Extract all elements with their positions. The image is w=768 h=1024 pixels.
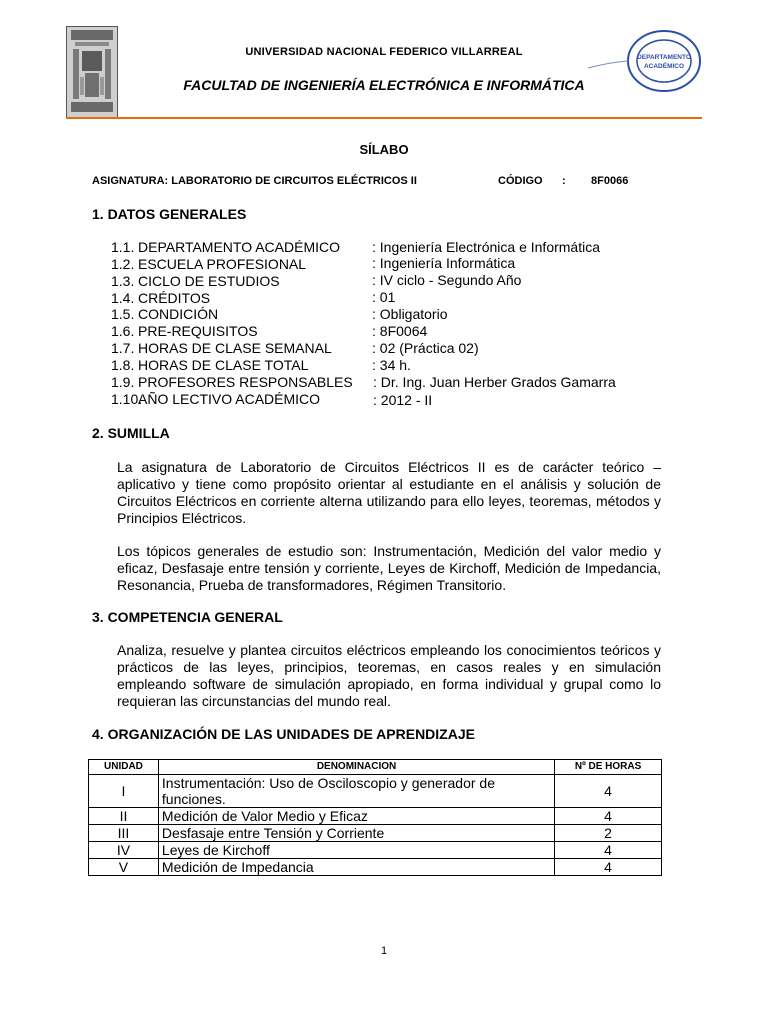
section-heading-datos-generales: 1. DATOS GENERALES — [92, 206, 247, 222]
item-label: CRÉDITOS — [138, 290, 211, 306]
item-number: 1.9. — [111, 374, 135, 390]
cell-horas: 4 — [555, 842, 662, 859]
faculty-name: FACULTAD DE INGENIERÍA ELECTRÓNICA E INFORMÁTICA — [183, 77, 585, 93]
university-name: UNIVERSIDAD NACIONAL FEDERICO VILLARREAL — [245, 46, 523, 58]
list-item — [111, 273, 280, 289]
cell-unidad: IV — [89, 842, 159, 859]
document-title: SÍLABO — [359, 142, 409, 157]
cell-unidad: III — [89, 825, 159, 842]
table-row — [89, 825, 662, 842]
table-header-row — [89, 760, 662, 775]
list-item — [111, 340, 332, 356]
list-item — [111, 323, 258, 339]
item-value: : Ingeniería Informática — [372, 255, 516, 271]
item-number: 1.4. — [111, 290, 135, 306]
list-item — [111, 374, 353, 390]
item-label: ESCUELA PROFESIONAL — [138, 256, 307, 272]
item-value: : Obligatorio — [372, 306, 448, 322]
cell-unidad: II — [89, 808, 159, 825]
item-value: : Dr. Ing. Juan Herber Grados Gamarra — [373, 374, 616, 390]
list-item — [111, 239, 340, 255]
list-item — [111, 306, 218, 322]
cell-denominacion: Medición de Valor Medio y Eficaz — [158, 808, 554, 825]
list-item — [111, 290, 210, 306]
item-label: AÑO LECTIVO ACADÉMICO — [138, 391, 321, 407]
item-number: 1.1. — [111, 239, 135, 255]
cell-denominacion: Instrumentación: Uso de Osciloscopio y generador de funciones. — [158, 775, 554, 808]
item-label: CICLO DE ESTUDIOS — [138, 273, 280, 289]
course-name: ASIGNATURA: LABORATORIO DE CIRCUITOS ELÉCTRICOS II — [92, 175, 417, 187]
course-code-label: CÓDIGO — [498, 175, 543, 187]
item-number: 1.8. — [111, 357, 135, 373]
course-code: 8F0066 — [591, 175, 629, 187]
cell-horas: 2 — [555, 825, 662, 842]
column-header-horas: Nº DE HORAS — [555, 760, 662, 775]
column-header-unidad: UNIDAD — [89, 760, 159, 775]
cell-horas: 4 — [555, 808, 662, 825]
header-divider — [66, 117, 702, 119]
list-item — [111, 256, 306, 272]
cell-denominacion: Desfasaje entre Tensión y Corriente — [158, 825, 554, 842]
cell-horas: 4 — [555, 775, 662, 808]
section-heading-competencia: 3. COMPETENCIA GENERAL — [92, 609, 283, 625]
sumilla-paragraph-1: La asignatura de Laboratorio de Circuitos Eléctricos II es de carácter teórico – aplicativo y tiene como propósito orientar al estudiante en el análisis y solución de Circuitos Eléctricos en corriente alterna utilizando para ello leyes, teoremas, métodos y Principios Eléctricos. — [117, 459, 661, 526]
section-heading-sumilla: 2. SUMILLA — [92, 425, 170, 441]
units-table — [88, 759, 662, 876]
university-crest-icon — [66, 26, 118, 118]
competencia-paragraph: Analiza, resuelve y plantea circuitos eléctricos empleando los conocimientos teóricos y prácticos de las leyes, principios, teoremas, en casos reales y en simulación empleando software de simulación apropiado, en forma individual y grupal como lo requieran las circunstancias del mundo real. — [117, 642, 661, 709]
table-row — [89, 775, 662, 808]
cell-denominacion: Medición de Impedancia — [158, 859, 554, 876]
cell-unidad: V — [89, 859, 159, 876]
item-value: : 8F0064 — [372, 323, 428, 339]
item-number: 1.2. — [111, 256, 135, 272]
cell-horas: 4 — [555, 859, 662, 876]
item-number: 1.7. — [111, 340, 135, 356]
list-item — [111, 391, 320, 407]
svg-text:DEPARTAMENTO: DEPARTAMENTO — [637, 54, 691, 61]
table-row — [89, 859, 662, 876]
table-row — [89, 808, 662, 825]
item-label: PRE-REQUISITOS — [138, 323, 258, 339]
page-number: 1 — [380, 945, 388, 957]
item-value: : 01 — [372, 289, 396, 305]
item-number: 1.10. — [111, 391, 143, 407]
sumilla-paragraph-2: Los tópicos generales de estudio son: Instrumentación, Medición del valor medio y eficaz, Desfasaje entre tensión y corriente, Leyes de Kirchoff, Medición de Impedancia, Resonancia, Prueba de transformadores, Régimen Transitorio. — [117, 543, 661, 593]
item-value: : 34 h. — [372, 357, 411, 373]
svg-text:ACADÉMICO: ACADÉMICO — [643, 63, 685, 70]
cell-denominacion: Leyes de Kirchoff — [158, 842, 554, 859]
column-header-denominacion: DENOMINACION — [158, 760, 554, 775]
item-label: CONDICIÓN — [138, 306, 219, 322]
item-label: HORAS DE CLASE SEMANAL — [138, 340, 332, 356]
cell-unidad: I — [89, 775, 159, 808]
department-stamp — [584, 28, 702, 94]
list-item — [111, 357, 308, 373]
item-label: PROFESORES RESPONSABLES — [138, 374, 353, 390]
section-heading-unidades: 4. ORGANIZACIÓN DE LAS UNIDADES DE APRENDIZAJE — [92, 726, 475, 742]
item-number: 1.6. — [111, 323, 135, 339]
item-value: : Ingeniería Electrónica e Informática — [372, 239, 601, 255]
item-number: 1.3. — [111, 273, 135, 289]
course-code-colon: : — [562, 175, 566, 187]
item-label: HORAS DE CLASE TOTAL — [138, 357, 309, 373]
item-number: 1.5. — [111, 306, 135, 322]
item-value: : IV ciclo - Segundo Año — [372, 272, 522, 288]
item-value: : 02 (Práctica 02) — [372, 340, 479, 356]
item-label: DEPARTAMENTO ACADÉMICO — [138, 239, 340, 255]
table-row — [89, 842, 662, 859]
item-value: : 2012 - II — [373, 392, 433, 408]
